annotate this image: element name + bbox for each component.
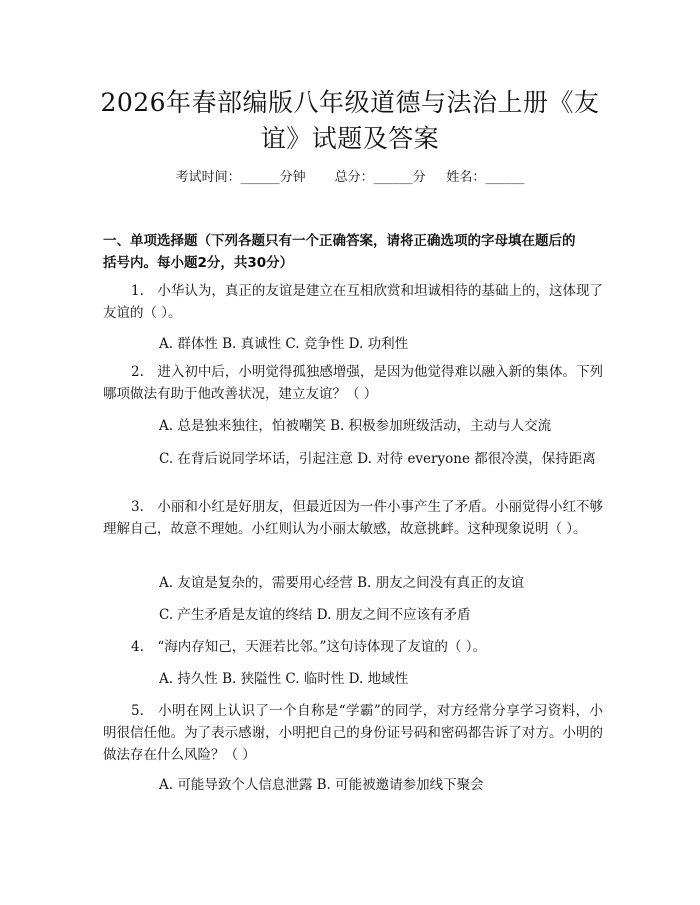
question-5-options-a-b: A. 可能导致个人信息泄露 B. 可能被邀请参加线下聚会 (159, 777, 484, 793)
question-2-stem: 2. 进入初中后，小明觉得孤独感增强，是因为他觉得难以融入新的集体。下列哪项做法有助于他改善状况，建立友谊？（ ） (103, 364, 603, 402)
section-heading-line-2: 括号内。每小题2分，共30分） (103, 255, 294, 271)
question-4-options: A. 持久性 B. 狭隘性 C. 临时性 D. 地域性 (159, 671, 409, 687)
question-3-stem: 3. 小丽和小红是好朋友，但最近因为一件小事产生了矛盾。小丽觉得小红不够理解自己，故意不理她。小红则认为小丽太敏感，故意挑衅。这种现象说明（ ）。 (103, 499, 603, 537)
exam-meta (0, 168, 700, 188)
document-title-line-2: 谊》试题及答案 (260, 124, 440, 153)
total-score-field: 总分：______分 (334, 170, 426, 185)
question-1-stem: 1. 小华认为，真正的友谊是建立在互相欣赏和坦诚相待的基础上的，这体现了友谊的（ ）。 (103, 283, 603, 321)
question-5-stem: 5. 小明在网上认识了一个自称是“学霸”的同学，对方经常分享学习资料，小明很信任他。为了表示感谢，小明把自己的身份证号码和密码都告诉了对方。小明的做法存在什么风险？（ ） (103, 703, 603, 763)
question-4-stem: 4. “海内存知己，天涯若比邻。”这句诗体现了友谊的（ ）。 (131, 639, 486, 655)
question-3-options-c-d: C. 产生矛盾是友谊的终结 D. 朋友之间不应该有矛盾 (159, 607, 471, 623)
student-name-field: 姓名：______ (446, 170, 525, 185)
question-1-options: A. 群体性 B. 真诚性 C. 竞争性 D. 功利性 (159, 336, 409, 352)
section-heading-line-1: 一、单项选择题（下列各题只有一个正确答案，请将正确选项的字母填在题后的 (103, 233, 576, 249)
question-2-options-c-d: C. 在背后说同学坏话，引起注意 D. 对待 everyone 都很冷漠，保持距离 (159, 451, 596, 467)
question-2-options-a-b: A. 总是独来独往，怕被嘲笑 B. 积极参加班级活动，主动与人交流 (159, 418, 552, 434)
question-3-options-a-b: A. 友谊是复杂的，需要用心经营 B. 朋友之间没有真正的友谊 (159, 575, 525, 591)
document-title-line-1: 2026年春部编版八年级道德与法治上册《友 (100, 88, 600, 117)
exam-time-field: 考试时间：______分钟 (175, 170, 306, 185)
